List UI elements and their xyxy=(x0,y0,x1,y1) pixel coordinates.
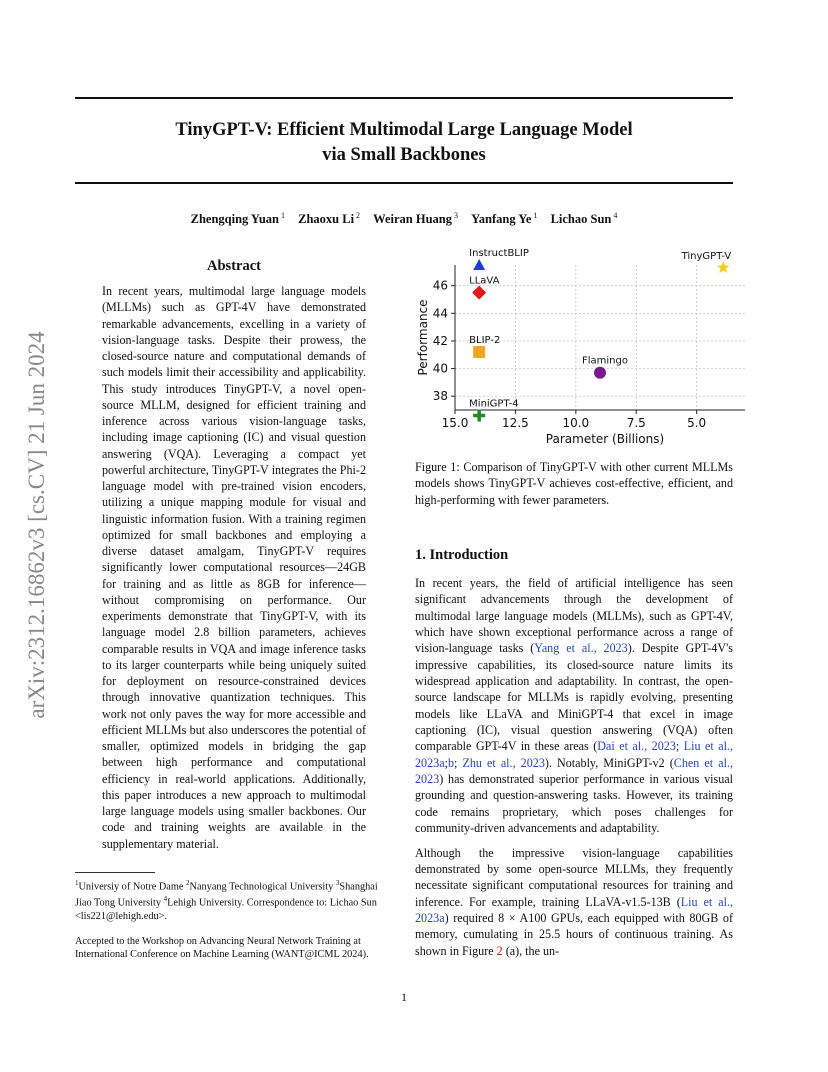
y-tick-label: 46 xyxy=(432,278,448,293)
introduction-body xyxy=(415,575,733,967)
page-number: 1 xyxy=(401,990,407,1004)
citation-link[interactable]: Liu et al., 2023a xyxy=(415,894,733,925)
arxiv-identifier-text: arXiv:2312.16862v3 [cs.CV] 21 Jun 2024 xyxy=(24,331,49,719)
paragraph-text: ; xyxy=(675,739,684,754)
chart-canvas xyxy=(415,248,755,455)
title-line-2: via Small Backbones xyxy=(322,145,486,165)
instructblip-point xyxy=(473,259,485,270)
citation-link[interactable]: b xyxy=(447,755,454,770)
title-bottom-rule xyxy=(75,182,733,184)
y-tick-label: 38 xyxy=(432,389,448,404)
citation-link[interactable]: Dai et al., 2023 xyxy=(597,739,676,754)
x-tick-label: 7.5 xyxy=(626,416,646,430)
paragraph-text: ) has demonstrated superior performance in various visual grounding and question-answering tasks. However, its training code remains proprietary, which poses challenges for community-driven advancements and adaptability. xyxy=(415,772,733,836)
author-list xyxy=(75,211,733,227)
venue-footnote: Accepted to the Workshop on Advancing Neural Network Training at International Conference on Machine Learning (WANT@ICML 2024). xyxy=(75,935,369,960)
title-top-rule xyxy=(75,97,733,99)
blip-2-point xyxy=(473,346,485,358)
affiliations-footnote: $^1$Universiy of Notre Dame $^2$Nanyang Technological University $^3$Shanghai Jiao Tong University $^4$Lehigh University. Correspondence to: Lichao Sun <lis221@lehigh.edu>. xyxy=(75,879,378,922)
abstract-heading: Abstract xyxy=(207,258,261,274)
performance-vs-parameters-chart xyxy=(415,248,755,455)
paragraph-text: ). Notably, MiniGPT-v2 ( xyxy=(544,755,674,770)
point-label: Flamingo xyxy=(582,355,628,367)
citation-link[interactable]: Chen et al., 2023 xyxy=(415,755,733,787)
section-heading-introduction: 1. Introduction xyxy=(415,547,509,563)
author: Lichao Sun $^4$ xyxy=(550,211,618,227)
author: Zhaoxu Li $^2$ xyxy=(298,211,361,227)
paragraph-text: (a), the un- xyxy=(502,943,560,958)
flamingo-point xyxy=(594,367,606,379)
figure-reference-link[interactable]: 2 xyxy=(496,943,503,958)
title-line-1: TinyGPT-V: Efficient Multimodal Large Language Model xyxy=(175,120,633,140)
footnotes xyxy=(75,877,395,961)
paragraph-text: Although the impressive vision-language capabilities demonstrated by some open-source MLLMs, they frequently necessitate significant computational resources for training and inference. For example, training LLaVA-v1.5-13B ( xyxy=(415,845,733,909)
y-axis-title: Performance xyxy=(416,299,430,376)
x-tick-label: 12.5 xyxy=(502,416,529,430)
y-tick-label: 42 xyxy=(432,333,448,348)
citation-link[interactable]: Zhu et al., 2023 xyxy=(462,755,545,770)
paragraph-text: ) required 8 × A100 GPUs, each equipped with 80GB of memory, cumulating in 25.5 hours of continuous training. As shown in Figure xyxy=(415,910,733,958)
point-label: InstructBLIP xyxy=(469,248,529,259)
citation-link[interactable]: Yang et al., 2023 xyxy=(534,641,628,656)
tinygpt-v-point xyxy=(717,261,729,273)
author: Weiran Huang $^3$ xyxy=(373,211,459,227)
point-label: TinyGPT-V xyxy=(681,250,732,262)
point-label: LLaVA xyxy=(469,275,500,287)
y-tick-label: 44 xyxy=(432,306,448,321)
introduction-paragraph-2 xyxy=(415,845,733,959)
arxiv-identifier-stamp xyxy=(15,290,59,760)
point-label: MiniGPT-4 xyxy=(469,398,519,410)
citation-link[interactable]: Liu et al., 2023a xyxy=(415,739,733,770)
minigpt-4-point xyxy=(473,410,485,422)
paragraph-text: ; xyxy=(444,755,448,770)
llava-point xyxy=(472,286,486,300)
introduction-paragraph-1 xyxy=(415,575,733,837)
paragraph-text: ). Despite GPT-4V's impressive capabilities, its closed-source nature limits its widespread application and adaptability. In contrast, the open-source landscape for MLLMs is rapidly evolving, presenting models like LLaVA and MiniGPT-4 that excel in image captioning (IC), visual question answering (VQA) often comparable GPT-4V in these areas ( xyxy=(415,641,733,754)
paragraph-text: In recent years, the field of artificial intelligence has seen significant advancements through the development of multimodal large language models (MLLMs), such as GPT-4V, which have shown exceptional performance across a range of vision-language tasks ( xyxy=(415,576,733,656)
x-tick-label: 5.0 xyxy=(687,416,707,430)
x-tick-label: 10.0 xyxy=(562,416,590,430)
y-tick-label: 40 xyxy=(432,361,448,376)
paper-title xyxy=(75,118,733,168)
author: Zhengqing Yuan $^1$ xyxy=(190,211,285,227)
abstract-text: In recent years, multimodal large language models (MLLMs) such as GPT-4V have demonstrated remarkable advancements, excelling in a variety of vision-language tasks. Despite their prowess, the closed-source nature and computational demands of such models limit their accessibility and applicability. This study introduces TinyGPT-V, a novel open-source MLLM, designed for efficient training and inference across various vision-language tasks, including image captioning (IC) and visual question answering (VQA). Leveraging a compact yet powerful architecture, TinyGPT-V integrates the Phi-2 language model with pre-trained vision encoders, utilizing a unique mapping module for visual and linguistic information fusion. With a training regimen optimized for small backbones and employing a diverse dataset amalgam, TinyGPT-V requires significantly lower computational resources—24GB for training and as little as 8GB for inference—without compromising on performance. Our experiments demonstrate that TinyGPT-V, with its language model 2.8 billion parameters, achieves comparable results in VQA and image inference tasks to its larger counterparts while being uniquely suited for deployment on resource-constrained devices through innovative quantization techniques. This work not only paves the way for more accessible and efficient MLLMs but also underscores the potential of smaller, optimized models in bridging the gap between high performance and computational efficiency in real-world applications. Additionally, this paper introduces a new approach to multimodal large language models using smaller backbones. Our code and training weights are available in the supplementary material. xyxy=(102,284,366,851)
figure-1-caption: Figure 1: Comparison of TinyGPT-V with other current MLLMs models shows TinyGPT-V achieves cost-effective, efficient, and high-performing with fewer parameters. xyxy=(415,460,733,507)
author: Yanfang Ye $^1$ xyxy=(471,211,538,227)
paragraph-text: ; xyxy=(453,755,463,770)
x-tick-label: 15.0 xyxy=(441,416,469,430)
point-label: BLIP-2 xyxy=(469,335,501,346)
footnote-rule xyxy=(75,872,155,873)
x-axis-title: Parameter (Billions) xyxy=(545,432,665,446)
